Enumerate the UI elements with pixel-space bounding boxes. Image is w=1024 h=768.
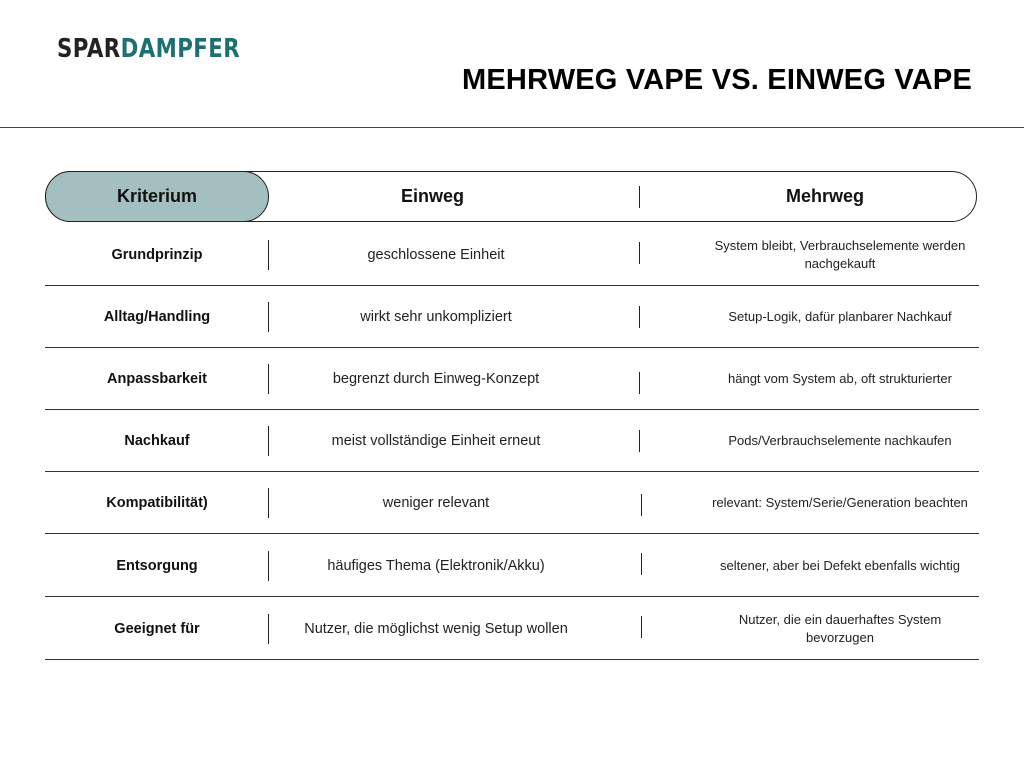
row-divider [45,596,979,597]
table-row [45,286,979,348]
header-criterion: Kriterium [45,171,269,222]
row-divider [45,533,979,534]
brand-logo [57,34,240,64]
column-divider [639,430,640,452]
mehrweg-cell: Setup-Logik, dafür planbarer Nachkauf [728,309,952,324]
table-row [45,410,979,472]
header-mehrweg: Mehrweg [785,186,864,206]
einweg-cell: geschlossene Einheit [367,247,505,263]
column-divider [641,616,642,638]
column-divider [639,242,640,264]
criterion-cell: Alltag/Handling [103,309,211,325]
einweg-cell: häufiges Thema (Elektronik/Akku) [327,558,545,574]
column-divider [641,553,642,575]
table-row [45,598,979,660]
mehrweg-cell: seltener, aber bei Defekt ebenfalls wichtig [720,558,960,573]
mehrweg-cell: hängt vom System ab, oft strukturierter [728,371,952,386]
header-divider [0,127,1024,128]
header-einweg: Einweg [400,186,464,206]
criterion-cell: Kompatibilität) [106,495,208,511]
column-divider [639,372,640,394]
mehrweg-cell: Pods/Verbrauchselemente nachkaufen [728,433,952,448]
table-row [45,348,979,410]
table-row [45,224,979,286]
column-divider [641,494,642,516]
criterion-cell: Entsorgung [116,558,198,574]
row-divider [45,659,979,660]
brand-logo-part1: SPAR [57,34,121,64]
mehrweg-cell: relevant: System/Serie/Generation beachten [712,495,968,510]
table-header [45,171,977,222]
mehrweg-cell: System bleibt, Verbrauchselemente werden nachgekauft [714,238,966,271]
criterion-cell: Anpassbarkeit [107,371,207,387]
brand-logo-part2: DAMPFER [120,34,241,64]
criterion-cell: Grundprinzip [111,247,203,263]
criterion-cell: Nachkauf [124,433,190,449]
criterion-cell: Geeignet für [114,621,200,637]
page-title: MEHRWEG VAPE VS. EINWEG VAPE [462,64,972,96]
einweg-cell: wirkt sehr unkompliziert [360,309,512,325]
einweg-cell: meist vollständige Einheit erneut [331,433,541,449]
column-divider [639,306,640,328]
table-row [45,535,979,597]
einweg-cell: begrenzt durch Einweg-Konzept [332,371,540,387]
table-row [45,472,979,534]
einweg-cell: weniger relevant [382,495,490,511]
mehrweg-cell: Nutzer, die ein dauerhaftes System bevorzugen [738,612,942,645]
einweg-cell: Nutzer, die möglichst wenig Setup wollen [304,621,568,637]
